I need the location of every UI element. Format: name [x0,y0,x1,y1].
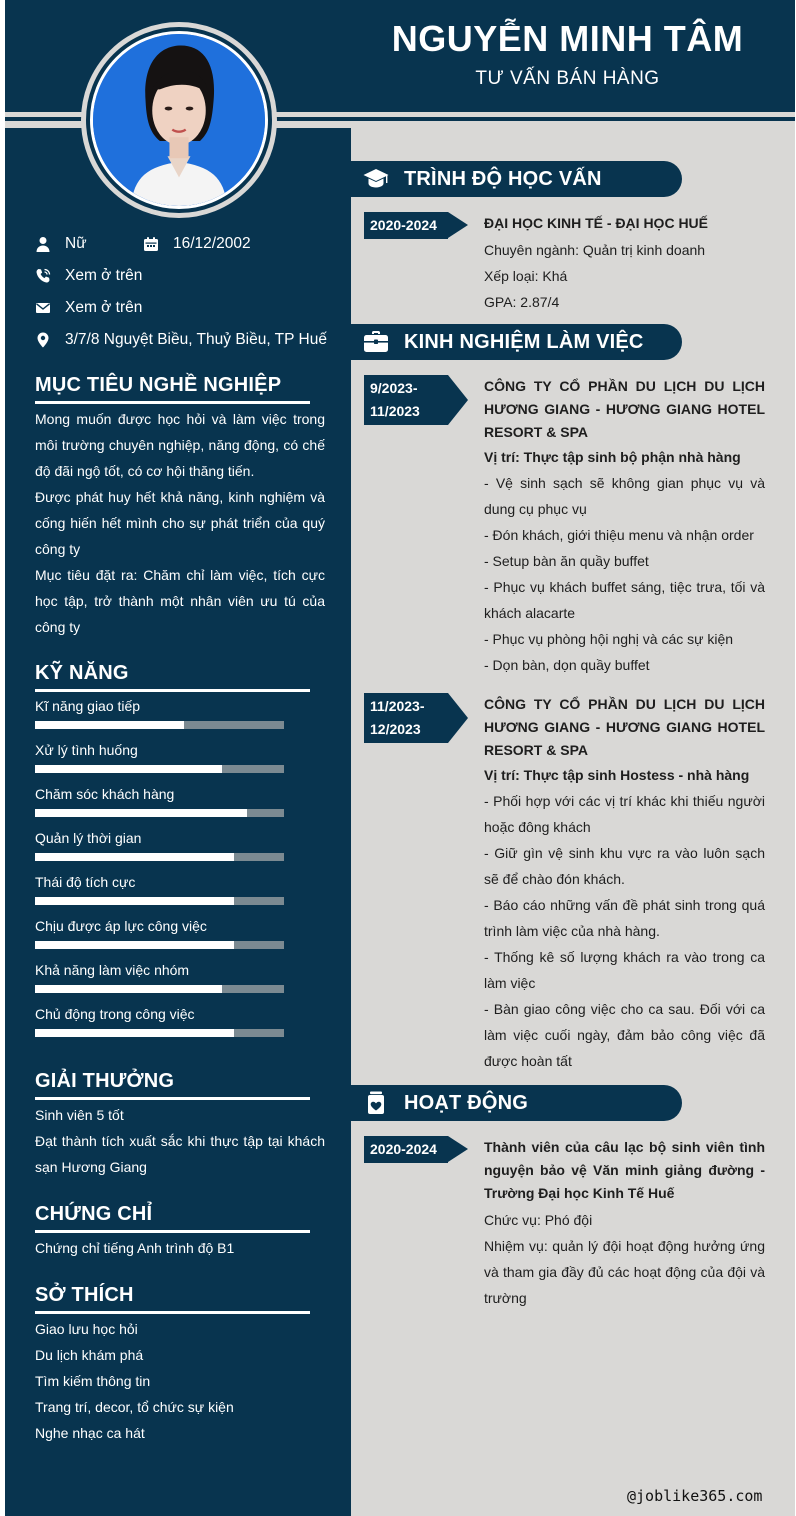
activity-period: 2020-2024 [364,1136,448,1163]
hobby-item: Trang trí, decor, tổ chức sự kiện [35,1399,234,1415]
watermark: @joblike365.com [627,1487,763,1505]
skill-label: Khả năng làm việc nhóm [35,962,190,978]
job-task: - Thống kê số lượng khách ra vào trong ca làm việc [484,949,765,991]
skill-item [35,696,285,740]
email-value: Xem ở trên [65,299,143,316]
job-task: - Báo cáo những vấn đề phát sinh trong quá trình làm việc của nhà hàng. [484,897,765,939]
skill-label: Chịu được áp lực công việc [35,918,207,934]
experience-section-header [351,324,682,360]
job-company: CÔNG TY CỔ PHẦN DU LỊCH DU LỊCH HƯƠNG GIANG - HƯƠNG GIANG HOTEL RESORT & SPA [484,378,765,440]
job-period-end: 12/2023 [370,721,421,737]
hobbies-heading: SỞ THÍCH [35,1284,310,1314]
activity-line: Chức vụ: Phó đội [484,1212,593,1228]
job-entry [484,693,765,1074]
graduation-cap-icon [363,167,389,191]
tag-arrow [448,375,468,425]
skill-bar [35,721,284,729]
education-heading: TRÌNH ĐỘ HỌC VẤN [404,168,602,190]
envelope-icon [35,300,51,316]
tag-arrow [448,693,468,743]
certificates-heading: CHỨNG CHỈ [35,1203,310,1233]
tag-arrow [448,1136,468,1162]
hobby-item: Tìm kiếm thông tin [35,1373,151,1389]
skill-bar [35,897,284,905]
job-period [364,375,448,425]
phone-row [35,264,142,288]
activity-title: Thành viên của câu lạc bộ sinh viên tình nguyện bảo vệ Văn minh giảng đường - Trường Đại học Kinh Tế Huế [484,1139,765,1201]
skill-bar-fill [35,985,222,993]
skill-label: Quản lý thời gian [35,830,142,846]
email-row [35,296,142,320]
award-item: Sinh viên 5 tốt [35,1107,124,1123]
education-section-header [351,161,682,197]
candidate-job-title: TƯ VẤN BÁN HÀNG [475,68,660,89]
education-school: ĐẠI HỌC KINH TẾ - ĐẠI HỌC HUẾ [484,215,708,231]
job-period-tag [364,693,468,743]
education-period: 2020-2024 [364,212,448,239]
skill-label: Kĩ năng giao tiếp [35,698,141,714]
award-item: Đạt thành tích xuất sắc khi thực tập tại khách sạn Hương Giang [35,1133,325,1175]
job-entry [484,375,765,678]
cv-page [5,0,795,1516]
activity-period-tag [364,1136,468,1163]
skill-bar-fill [35,853,234,861]
skill-item [35,828,285,872]
objective-heading: MỤC TIÊU NGHỀ NGHIỆP [35,374,310,404]
hobby-item: Du lịch khám phá [35,1347,144,1363]
job-period-start: 11/2023- [370,698,425,714]
skill-bar [35,1029,284,1037]
job-task: - Phối hợp với các vị trí khác khi thiếu người hoặc đông khách [484,793,765,835]
skill-label: Thái độ tích cực [35,874,136,890]
skill-bar-fill [35,1029,234,1037]
job-task: - Dọn bàn, dọn quầy buffet [484,657,650,673]
phone-icon [35,268,51,284]
address-row [35,328,327,352]
skill-item [35,740,285,784]
skill-item [35,872,285,916]
job-period-end: 11/2023 [370,403,420,419]
education-line: Xếp loại: Khá [484,268,568,284]
job-task: - Đón khách, giới thiệu menu và nhận order [484,527,754,543]
skill-item [35,960,285,1004]
skill-bar-fill [35,721,184,729]
skill-item [35,916,285,960]
skill-bar [35,985,284,993]
skills-heading: KỸ NĂNG [35,662,310,692]
job-task: - Bàn giao công việc cho ca sau. Đối với ca làm việc cuối ngày, đảm bảo công việc đã được hoàn tất [484,1001,765,1069]
hobby-item: Nghe nhạc ca hát [35,1425,145,1441]
hobby-item: Giao lưu học hỏi [35,1321,138,1337]
experience-heading: KINH NGHIỆM LÀM VIỆC [404,331,644,353]
user-icon [35,236,51,252]
objective-paragraph: Mong muốn được học hỏi và làm việc trong môi trường chuyên nghiệp, năng động, có chế độ đãi ngộ tốt, có cơ hội thăng tiến. [35,411,325,479]
map-pin-icon [35,332,51,348]
job-period-tag [364,375,468,425]
skill-bar-fill [35,941,234,949]
objective-paragraph: Mục tiêu đặt ra: Chăm chỉ làm việc, tích cực học tập, trở thành một nhân viên ưu tú của công ty [35,567,325,635]
skill-label: Xử lý tình huống [35,742,138,758]
skill-item [35,784,285,828]
address-value: 3/7/8 Nguyệt Biều, Thuỷ Biều, TP Huế [65,331,327,348]
job-position: Vị trí: Thực tập sinh bộ phận nhà hàng [484,449,741,465]
skill-bar-fill [35,809,247,817]
certificates-list [35,1235,325,1261]
portrait-image [93,34,265,206]
education-line: GPA: 2.87/4 [484,294,560,310]
job-task: - Phục vụ khách buffet sáng, tiệc trưa, tối và khách alacarte [484,579,765,621]
skill-bar [35,765,284,773]
phone-value: Xem ở trên [65,267,143,284]
activities-heading: HOẠT ĐỘNG [404,1092,529,1114]
birthday-value: 16/12/2002 [173,235,251,252]
job-task: - Setup bàn ăn quầy buffet [484,553,649,569]
activity-entry [484,1136,765,1311]
skill-item [35,1004,285,1048]
gender-value: Nữ [65,235,87,252]
activities-section-header [351,1085,682,1121]
job-position: Vị trí: Thực tập sinh Hostess - nhà hàng [484,767,750,783]
job-task: - Giữ gìn vệ sinh khu vực ra vào luôn sạch sẽ để chào đón khách. [484,845,765,887]
avatar-photo [90,31,268,209]
education-line: Chuyên ngành: Quản trị kinh doanh [484,242,706,258]
skill-label: Chăm sóc khách hàng [35,786,175,802]
skill-bar-fill [35,897,234,905]
job-company: CÔNG TY CỔ PHẦN DU LỊCH DU LỊCH HƯƠNG GIANG - HƯƠNG GIANG HOTEL RESORT & SPA [484,696,765,758]
job-task: - Vệ sinh sạch sẽ không gian phục vụ và dung cụ phục vụ [484,475,765,517]
tag-arrow [448,212,468,238]
skill-bar [35,853,284,861]
gender-row [35,232,87,256]
birthday-row [143,232,251,256]
job-period [364,693,448,743]
objective-text [35,406,325,640]
awards-heading: GIẢI THƯỞNG [35,1070,310,1100]
awards-list [35,1102,325,1180]
skill-bar-fill [35,765,222,773]
job-task: - Phục vụ phòng hội nghị và các sự kiện [484,631,734,647]
activity-line: Nhiệm vụ: quản lý đội hoạt động hưởng ứng và tham gia đầy đủ các hoạt động của đội và trường [484,1238,765,1306]
avatar [81,22,277,218]
badge-heart-icon [363,1091,389,1115]
sidebar [5,128,351,1516]
objective-paragraph: Được phát huy hết khả năng, kinh nghiệm và cống hiến hết mình cho sự phát triển của quý công ty [35,489,325,557]
education-entry [484,212,765,315]
certificate-item: Chứng chỉ tiếng Anh trình độ B1 [35,1240,235,1256]
skill-bar [35,941,284,949]
education-period-tag [364,212,468,239]
candidate-name: NGUYỄN MINH TÂM [391,18,744,59]
job-period-start: 9/2023- [370,380,418,396]
calendar-icon [143,236,159,252]
skills-list [35,696,285,1048]
briefcase-icon [363,330,389,354]
skill-label: Chủ động trong công việc [35,1006,195,1022]
skill-bar [35,809,284,817]
hobbies-list [35,1316,325,1446]
